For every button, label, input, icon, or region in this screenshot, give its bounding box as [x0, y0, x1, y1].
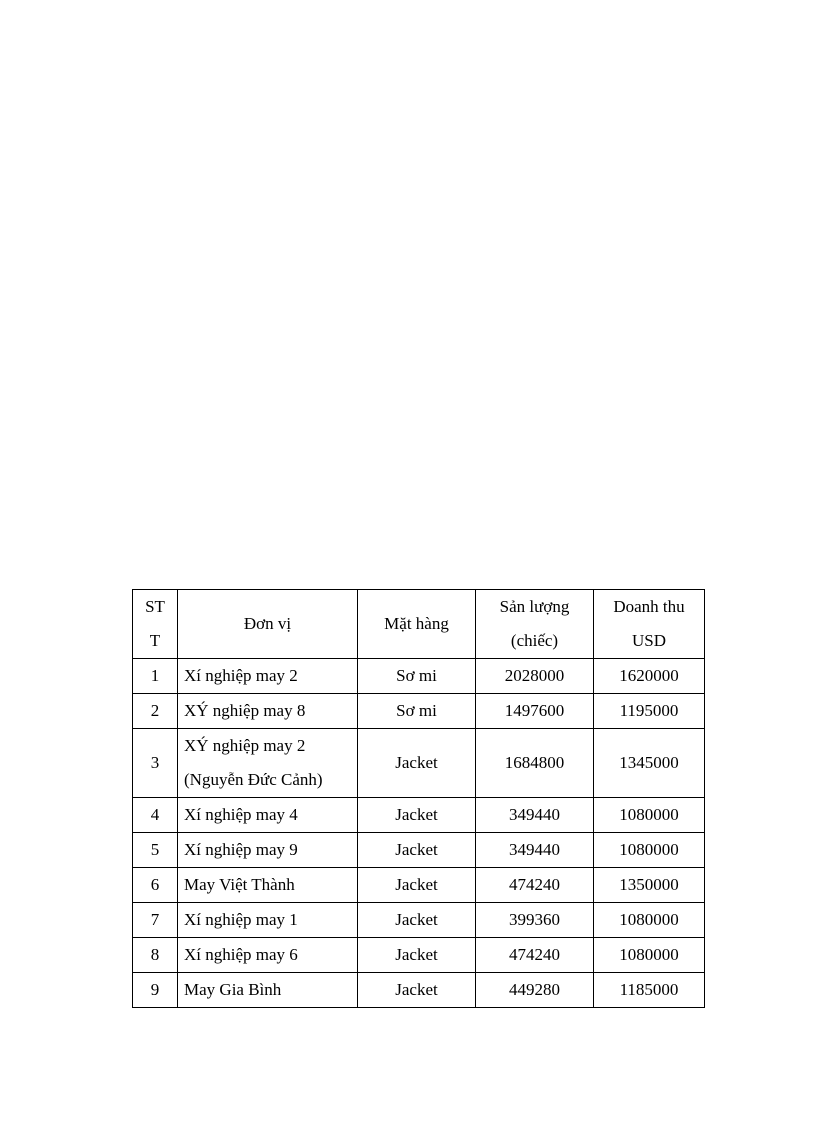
cell-mat-hang: Sơ mi [358, 694, 476, 729]
header-san-luong [476, 590, 594, 659]
cell-doanh-thu: 1080000 [594, 938, 705, 973]
table-row [133, 938, 705, 973]
cell-don-vi: Xí nghiệp may 9 [178, 833, 358, 868]
cell-san-luong: 349440 [476, 798, 594, 833]
cell-stt: 5 [133, 833, 178, 868]
header-san-luong-line1: Sản lượng [499, 597, 570, 616]
cell-doanh-thu: 1080000 [594, 903, 705, 938]
header-stt-line2: T [149, 631, 161, 650]
header-don-vi: Đơn vị [178, 590, 358, 659]
cell-doanh-thu: 1080000 [594, 798, 705, 833]
cell-don-vi: Xí nghiệp may 6 [178, 938, 358, 973]
cell-stt: 3 [133, 729, 178, 798]
cell-don-vi-line1: XÝ nghiệp may 2 [184, 736, 306, 755]
header-doanh-thu [594, 590, 705, 659]
table-row [133, 729, 705, 798]
cell-stt: 7 [133, 903, 178, 938]
cell-mat-hang: Jacket [358, 798, 476, 833]
header-mat-hang: Mặt hàng [358, 590, 476, 659]
cell-san-luong: 474240 [476, 938, 594, 973]
header-stt-line1: ST [145, 597, 165, 616]
table-row [133, 903, 705, 938]
cell-don-vi: XÝ nghiệp may 8 [178, 694, 358, 729]
cell-don-vi: Xí nghiệp may 1 [178, 903, 358, 938]
cell-doanh-thu: 1185000 [594, 973, 705, 1008]
cell-don-vi: May Gia Bình [178, 973, 358, 1008]
cell-mat-hang: Jacket [358, 729, 476, 798]
table-row [133, 868, 705, 903]
cell-mat-hang: Jacket [358, 868, 476, 903]
cell-san-luong: 2028000 [476, 659, 594, 694]
cell-san-luong: 474240 [476, 868, 594, 903]
cell-don-vi: Xí nghiệp may 2 [178, 659, 358, 694]
cell-doanh-thu: 1345000 [594, 729, 705, 798]
header-san-luong-line2: (chiếc) [510, 631, 559, 650]
table-row [133, 659, 705, 694]
header-doanh-thu-line2: USD [631, 631, 666, 650]
cell-doanh-thu: 1080000 [594, 833, 705, 868]
cell-doanh-thu: 1350000 [594, 868, 705, 903]
cell-san-luong: 1497600 [476, 694, 594, 729]
cell-stt: 9 [133, 973, 178, 1008]
table-header-row [133, 590, 705, 659]
header-stt [133, 590, 178, 659]
cell-mat-hang: Jacket [358, 938, 476, 973]
cell-doanh-thu: 1195000 [594, 694, 705, 729]
production-table [132, 589, 705, 1008]
cell-mat-hang: Jacket [358, 973, 476, 1008]
cell-san-luong: 449280 [476, 973, 594, 1008]
cell-don-vi: May Việt Thành [178, 868, 358, 903]
cell-san-luong: 399360 [476, 903, 594, 938]
cell-san-luong: 1684800 [476, 729, 594, 798]
cell-stt: 1 [133, 659, 178, 694]
cell-stt: 6 [133, 868, 178, 903]
header-doanh-thu-line1: Doanh thu [613, 597, 685, 616]
cell-mat-hang: Jacket [358, 903, 476, 938]
cell-doanh-thu: 1620000 [594, 659, 705, 694]
cell-san-luong: 349440 [476, 833, 594, 868]
cell-stt: 2 [133, 694, 178, 729]
cell-don-vi [178, 729, 358, 798]
table-row [133, 833, 705, 868]
cell-mat-hang: Sơ mi [358, 659, 476, 694]
cell-stt: 8 [133, 938, 178, 973]
cell-stt: 4 [133, 798, 178, 833]
table-row [133, 973, 705, 1008]
table-row [133, 798, 705, 833]
table-row [133, 694, 705, 729]
cell-don-vi: Xí nghiệp may 4 [178, 798, 358, 833]
cell-don-vi-line2: (Nguyễn Đức Cảnh) [184, 770, 323, 789]
cell-mat-hang: Jacket [358, 833, 476, 868]
